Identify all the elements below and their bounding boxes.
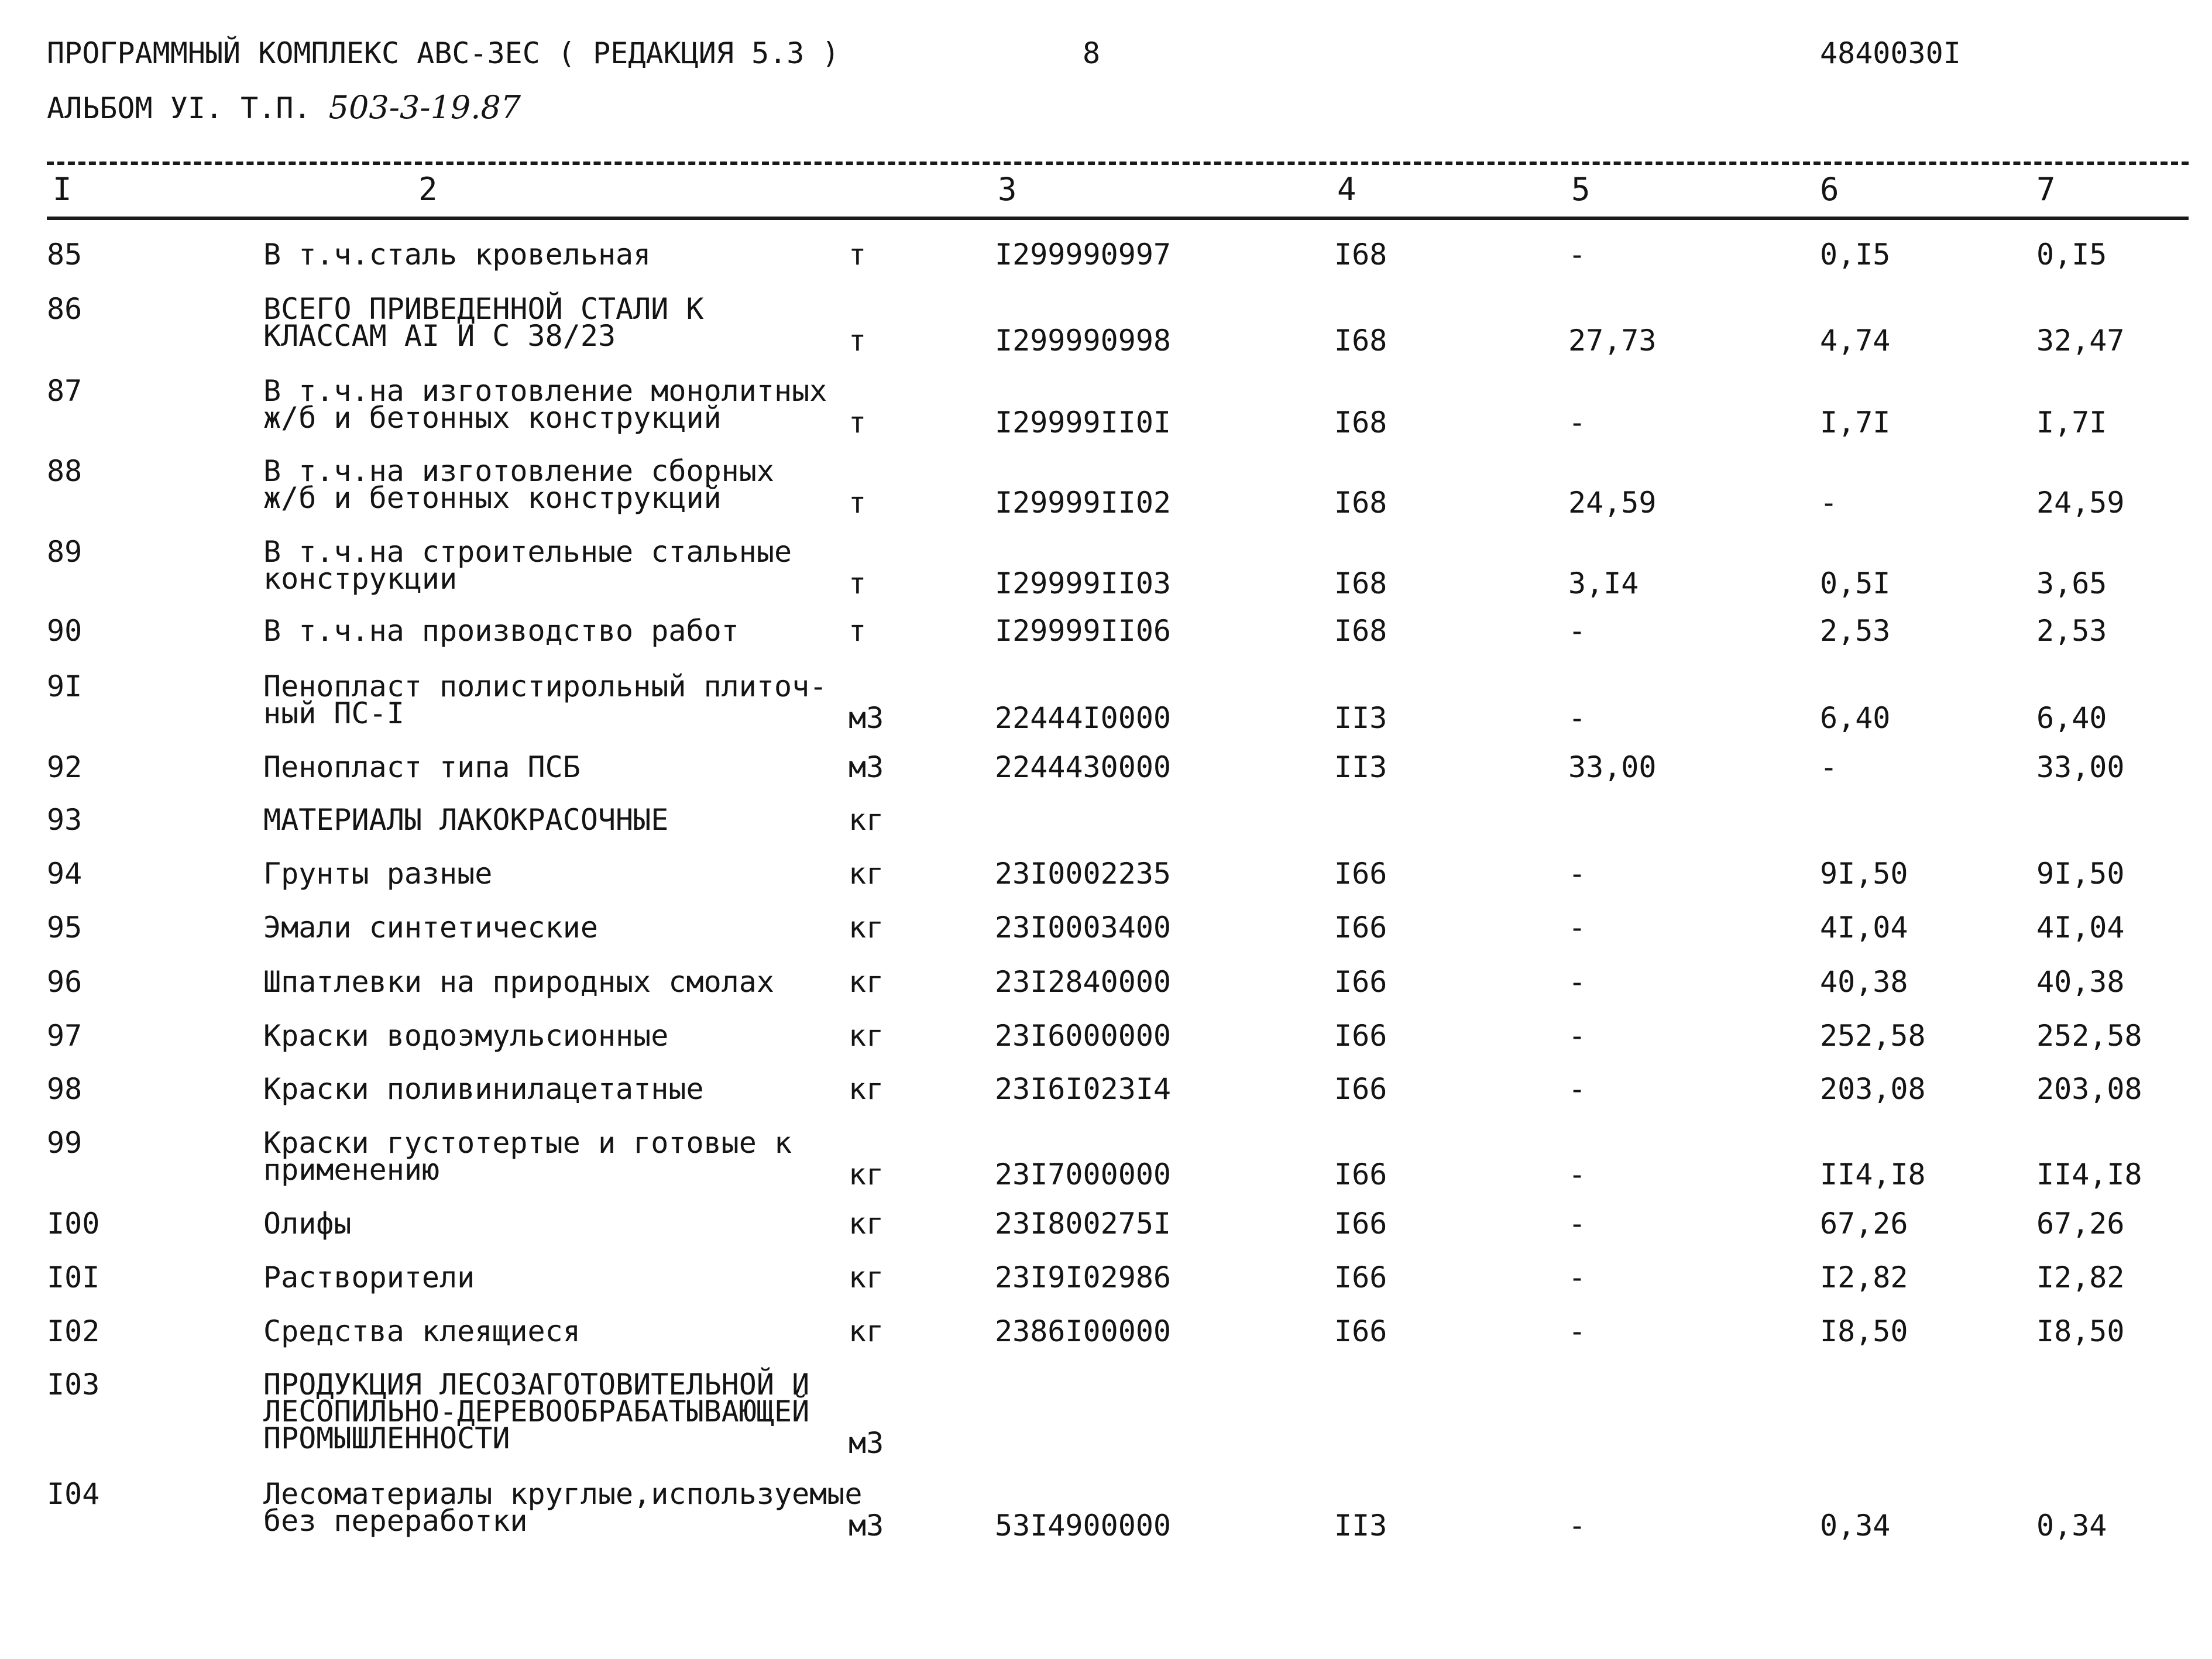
- row-code: 2386I00000: [995, 1314, 1172, 1348]
- row-col-7: 4I,04: [2036, 911, 2125, 944]
- column-header-1: I: [53, 171, 72, 208]
- row-number: 99: [47, 1126, 83, 1160]
- row-number: 95: [47, 911, 83, 944]
- row-number: 9I: [47, 669, 83, 703]
- row-unit: м3: [849, 701, 884, 735]
- row-col-4: I66: [1334, 965, 1387, 999]
- row-col-7: II4,I8: [2036, 1157, 2142, 1191]
- row-col-7: I2,82: [2036, 1260, 2125, 1294]
- row-code: I299990998: [995, 324, 1172, 358]
- row-number: I02: [47, 1314, 100, 1348]
- row-unit: т: [849, 406, 867, 439]
- row-col-5: -: [1568, 238, 1586, 272]
- row-col-5: -: [1568, 1019, 1586, 1053]
- row-number: 97: [47, 1019, 83, 1053]
- row-code: 23I2840000: [995, 965, 1172, 999]
- page-number: 8: [1083, 36, 1101, 70]
- row-number: 92: [47, 750, 83, 784]
- row-name: Эмали синтетические: [263, 911, 598, 944]
- row-name: ВСЕГО ПРИВЕДЕННОЙ СТАЛИ К КЛАССАМ АI И С 38/23: [263, 292, 704, 353]
- row-col-4: I66: [1334, 1157, 1387, 1191]
- program-title: ПРОГРАММНЫЙ КОМПЛЕКС АВС-ЗЕС ( РЕДАКЦИЯ 5.3 ): [47, 36, 840, 70]
- row-col-5: -: [1568, 1207, 1586, 1241]
- row-unit: кг: [849, 1314, 884, 1348]
- row-col-4: I66: [1334, 1314, 1387, 1348]
- row-unit: т: [849, 324, 867, 358]
- row-col-6: 0,I5: [1820, 238, 1891, 272]
- row-col-7: 67,26: [2036, 1207, 2125, 1241]
- row-code: 23I7000000: [995, 1157, 1172, 1191]
- row-name: Краски густотертые и готовые к применению: [263, 1126, 792, 1187]
- row-name: В т.ч.на изготовление монолитных ж/б и бетонных конструкций: [263, 374, 827, 435]
- row-col-4: I66: [1334, 1019, 1387, 1053]
- album-label: АЛЬБОМ УI. Т.П.: [47, 91, 311, 125]
- row-unit: т: [849, 614, 867, 648]
- row-code: I29999II03: [995, 566, 1172, 600]
- row-col-4: I66: [1334, 911, 1387, 944]
- row-unit: кг: [849, 911, 884, 944]
- row-col-4: I68: [1334, 614, 1387, 648]
- row-number: 88: [47, 454, 83, 488]
- row-number: 98: [47, 1072, 83, 1106]
- row-name: ПРОДУКЦИЯ ЛЕСОЗАГОТОВИТЕЛЬНОЙ И ЛЕСОПИЛЬНО-ДЕРЕВООБРАБАТЫВАЮЩЕЙ ПРОМЫШЛЕННОСТИ: [263, 1368, 810, 1455]
- header-solid-rule: [47, 217, 2189, 220]
- row-col-4: I66: [1334, 1260, 1387, 1294]
- row-col-6: 9I,50: [1820, 857, 1908, 891]
- table-row: [0, 750, 2212, 784]
- row-col-5: 33,00: [1568, 750, 1657, 784]
- row-unit: м3: [849, 750, 884, 784]
- table-row: [0, 238, 2212, 272]
- row-name: Лесоматериалы круглые,используемые без переработки: [263, 1477, 863, 1538]
- row-col-7: 9I,50: [2036, 857, 2125, 891]
- row-col-5: -: [1568, 1314, 1586, 1348]
- row-col-6: 203,08: [1820, 1072, 1926, 1106]
- row-name: Растворители: [263, 1260, 475, 1294]
- row-number: 85: [47, 238, 83, 272]
- row-name: Средства клеящиеся: [263, 1314, 581, 1348]
- row-code: 23I6I023I4: [995, 1072, 1172, 1106]
- column-header-6: 6: [1820, 171, 1839, 208]
- document-code: 4840030I: [1820, 36, 1961, 70]
- table-row: [0, 1368, 2212, 1460]
- row-code: I29999II06: [995, 614, 1172, 648]
- row-col-5: 3,I4: [1568, 566, 1639, 600]
- table-row: [0, 1126, 2212, 1191]
- row-col-5: 24,59: [1568, 486, 1657, 520]
- row-col-7: 24,59: [2036, 486, 2125, 520]
- row-name: В т.ч.на строительные стальные конструкции: [263, 535, 792, 596]
- row-col-5: -: [1568, 1260, 1586, 1294]
- row-col-4: II3: [1334, 1509, 1387, 1543]
- table-row: [0, 374, 2212, 439]
- row-col-7: 40,38: [2036, 965, 2125, 999]
- row-unit: кг: [849, 965, 884, 999]
- row-code: I29999II02: [995, 486, 1172, 520]
- row-col-4: I66: [1334, 857, 1387, 891]
- row-number: I03: [47, 1368, 100, 1402]
- row-col-4: II3: [1334, 750, 1387, 784]
- row-code: 53I4900000: [995, 1509, 1172, 1543]
- row-col-5: 27,73: [1568, 324, 1657, 358]
- row-code: 23I0002235: [995, 857, 1172, 891]
- table-row: [0, 614, 2212, 648]
- row-col-5: -: [1568, 965, 1586, 999]
- row-col-7: I,7I: [2036, 406, 2107, 439]
- row-col-7: 0,I5: [2036, 238, 2107, 272]
- row-col-6: 40,38: [1820, 965, 1908, 999]
- row-unit: кг: [849, 1072, 884, 1106]
- table-row: [0, 1314, 2212, 1348]
- row-number: I04: [47, 1477, 100, 1511]
- table-row: [0, 292, 2212, 358]
- row-name: В т.ч.сталь кровельная: [263, 238, 651, 272]
- row-col-4: I66: [1334, 1207, 1387, 1241]
- row-name: В т.ч.на производство работ: [263, 614, 739, 648]
- row-name: Шпатлевки на природных смолах: [263, 965, 774, 999]
- row-col-7: 203,08: [2036, 1072, 2142, 1106]
- row-unit: м3: [849, 1426, 884, 1460]
- album-line: [47, 89, 521, 126]
- header-dashed-rule: [47, 162, 2189, 165]
- row-col-6: 6,40: [1820, 701, 1891, 735]
- row-code: I29999II0I: [995, 406, 1172, 439]
- table-row: [0, 1072, 2212, 1106]
- row-col-6: 0,34: [1820, 1509, 1891, 1543]
- row-col-7: 2,53: [2036, 614, 2107, 648]
- row-col-7: 252,58: [2036, 1019, 2142, 1053]
- row-code: 22444I0000: [995, 701, 1172, 735]
- row-col-6: I8,50: [1820, 1314, 1908, 1348]
- row-name: Краски поливинилацетатные: [263, 1072, 704, 1106]
- row-col-6: -: [1820, 750, 1838, 784]
- row-col-7: 6,40: [2036, 701, 2107, 735]
- row-name: Краски водоэмульсионные: [263, 1019, 669, 1053]
- row-col-5: -: [1568, 1157, 1586, 1191]
- row-number: I0I: [47, 1260, 100, 1294]
- row-col-6: 252,58: [1820, 1019, 1926, 1053]
- row-col-6: -: [1820, 486, 1838, 520]
- table-row: [0, 454, 2212, 520]
- row-number: I00: [47, 1207, 100, 1241]
- row-name: Пенопласт типа ПСБ: [263, 750, 581, 784]
- row-col-4: I68: [1334, 406, 1387, 439]
- row-name: Грунты разные: [263, 857, 493, 891]
- table-row: [0, 857, 2212, 891]
- row-code: 23I0003400: [995, 911, 1172, 944]
- row-col-4: I66: [1334, 1072, 1387, 1106]
- row-code: 2244430000: [995, 750, 1172, 784]
- row-unit: т: [849, 486, 867, 520]
- row-col-7: 33,00: [2036, 750, 2125, 784]
- row-col-5: -: [1568, 614, 1586, 648]
- row-col-4: II3: [1334, 701, 1387, 735]
- row-code: 23I6000000: [995, 1019, 1172, 1053]
- row-unit: кг: [849, 1260, 884, 1294]
- row-col-5: -: [1568, 1072, 1586, 1106]
- handwritten-project-number: 503-3-19.87: [328, 89, 521, 126]
- table-row: [0, 1477, 2212, 1543]
- row-name: МАТЕРИАЛЫ ЛАКОКРАСОЧНЫЕ: [263, 803, 669, 837]
- row-col-5: -: [1568, 701, 1586, 735]
- row-name: Пенопласт полистирольный плиточ- ный ПС-I: [263, 669, 827, 730]
- row-code: 23I800275I: [995, 1207, 1172, 1241]
- table-row: [0, 965, 2212, 999]
- row-unit: т: [849, 566, 867, 600]
- table-row: [0, 803, 2212, 837]
- row-number: 87: [47, 374, 83, 408]
- row-col-5: -: [1568, 1509, 1586, 1543]
- row-name: В т.ч.на изготовление сборных ж/б и бетонных конструкций: [263, 454, 774, 515]
- row-number: 96: [47, 965, 83, 999]
- row-col-4: I68: [1334, 566, 1387, 600]
- table-row: [0, 1260, 2212, 1294]
- row-col-6: II4,I8: [1820, 1157, 1926, 1191]
- column-header-7: 7: [2036, 171, 2056, 208]
- row-col-6: I2,82: [1820, 1260, 1908, 1294]
- row-col-5: -: [1568, 911, 1586, 944]
- row-number: 86: [47, 292, 83, 326]
- column-header-2: 2: [418, 171, 438, 208]
- table-row: [0, 535, 2212, 600]
- row-code: 23I9I02986: [995, 1260, 1172, 1294]
- row-number: 90: [47, 614, 83, 648]
- row-col-5: -: [1568, 857, 1586, 891]
- row-col-7: 3,65: [2036, 566, 2107, 600]
- row-name: Олифы: [263, 1207, 352, 1241]
- row-col-6: 0,5I: [1820, 566, 1891, 600]
- row-unit: м3: [849, 1509, 884, 1543]
- row-col-6: I,7I: [1820, 406, 1891, 439]
- row-unit: кг: [849, 803, 884, 837]
- table-row: [0, 669, 2212, 735]
- row-unit: кг: [849, 1019, 884, 1053]
- row-col-6: 4,74: [1820, 324, 1891, 358]
- row-unit: кг: [849, 1157, 884, 1191]
- row-col-7: I8,50: [2036, 1314, 2125, 1348]
- row-col-7: 0,34: [2036, 1509, 2107, 1543]
- column-header-4: 4: [1337, 171, 1356, 208]
- row-col-4: I68: [1334, 486, 1387, 520]
- column-header-3: 3: [998, 171, 1017, 208]
- table-row: [0, 1207, 2212, 1241]
- row-unit: т: [849, 238, 867, 272]
- row-col-6: 2,53: [1820, 614, 1891, 648]
- row-number: 93: [47, 803, 83, 837]
- row-number: 89: [47, 535, 83, 569]
- row-code: I299990997: [995, 238, 1172, 272]
- row-col-6: 67,26: [1820, 1207, 1908, 1241]
- table-row: [0, 1019, 2212, 1053]
- row-unit: кг: [849, 1207, 884, 1241]
- row-number: 94: [47, 857, 83, 891]
- row-col-5: -: [1568, 406, 1586, 439]
- row-col-4: I68: [1334, 238, 1387, 272]
- row-unit: кг: [849, 857, 884, 891]
- row-col-6: 4I,04: [1820, 911, 1908, 944]
- row-col-4: I68: [1334, 324, 1387, 358]
- row-col-7: 32,47: [2036, 324, 2125, 358]
- column-header-5: 5: [1571, 171, 1591, 208]
- table-row: [0, 911, 2212, 944]
